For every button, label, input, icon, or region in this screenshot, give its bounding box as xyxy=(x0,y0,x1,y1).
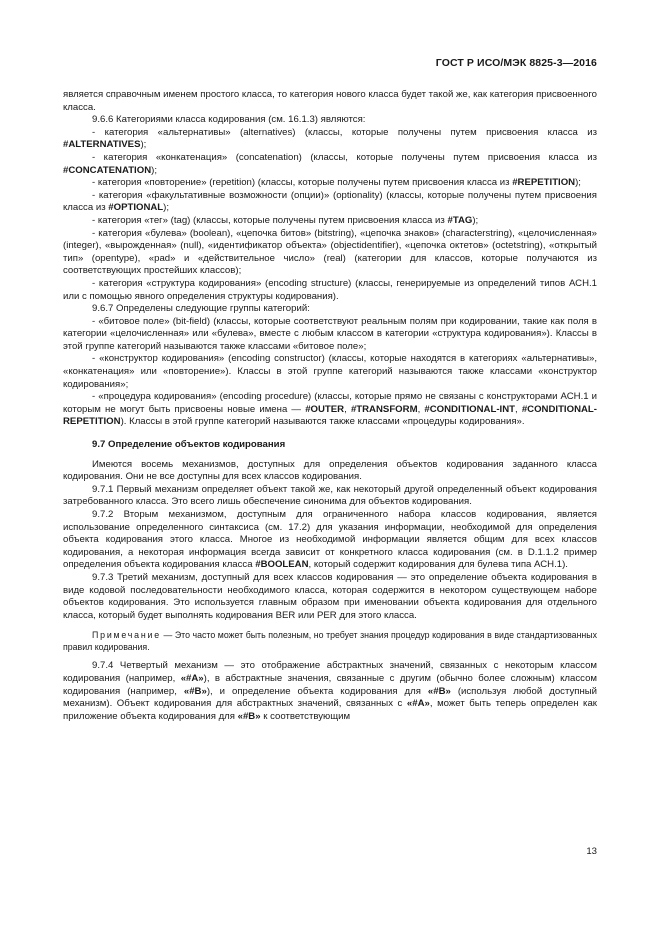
list-item: - «процедура кодирования» (encoding procedure) (классы, которые прямо не связаны с конструкторами АСН.1 и которым не могут быть присвоены новые имена — #OUTER, #TRANSFORM, #CONDITIONAL-INT, #CONDITIONAL-REPETITION). Классы в этой группе категорий называются также классами «процедуры кодирования». xyxy=(63,391,597,428)
clause-9-7-2: 9.7.2 Вторым механизмом, доступным для ограниченного набора классов кодирования, является использование определенного синтаксиса (см. 17.2) для указания информации, необходимой для определения объекта кодирования этого класса. Многое из необходимой информации является общим для всех классов кодирования, а некоторая информация всегда зависит от конкретного класса кодирования (см. в D.1.1.2 пример определения объекта кодирования класса #BOOLEAN, который содержит кодирования для булева типа АСН.1). xyxy=(63,509,597,571)
list-item: - «конструктор кодирования» (encoding constructor) (классы, которые находятся в категориях «альтернативы», «конкатенация» или «повторение»). Классы в этой группе категорий называются также классами «конструктор кодирования»; xyxy=(63,353,597,390)
standard-header: ГОСТ Р ИСО/МЭК 8825-3—2016 xyxy=(435,57,597,69)
clause-9-6-6: 9.6.6 Категориями класса кодирования (см. 16.1.3) являются: xyxy=(92,114,366,126)
clause-9-7-4: 9.7.4 Четвертый механизм — это отображение абстрактных значений, связанных с некоторым классом кодирования (например, «#A»), в абстрактные значения, связанные с другим (обычно более сложным) классом кодирования (например, «#B»), и определение объекта кодирования для «#B» (используя любой доступный механизм). Объект кодирования для абстрактных значений, связанных с «#A», может быть теперь определен как приложение объекта кодирования для «#B» к соответствующим xyxy=(63,660,598,722)
list-item: - категория «конкатенация» (concatenation) (классы, которые получены путем присвоения класса из #CONCATENATION); xyxy=(63,151,597,176)
note-label: Примечание xyxy=(92,630,161,641)
list-item: - категория «структура кодирования» (encoding structure) (классы, генерируемые из определений типов АСН.1 или с помощью явного определения структуры кодирования). xyxy=(63,277,597,302)
list-item: - категория «тег» (tag) (классы, которые получены путем присвоения класса из #TAG); xyxy=(92,214,479,226)
clause-9-6-7: 9.6.7 Определены следующие группы категорий: xyxy=(92,303,310,315)
list-item: - «битовое поле» (bit-field) (классы, которые соответствуют реальным полям при кодировании, такие как поля в категории «целочисленная» или «булева», вместе с любым классом в категории «структура кодирования»). Классы в этой группе категорий называются также классами «битовое поле»; xyxy=(63,315,597,352)
main-text xyxy=(63,89,597,723)
page-number: 13 xyxy=(586,846,597,857)
paragraph: является справочным именем простого класса, то категория нового класса будет такой же, как категория присвоенного класса. xyxy=(63,89,597,113)
paragraph: Имеются восемь механизмов, доступных для определения объектов кодирования заданного класса кодирования. Они не все доступны для всех классов кодирования. xyxy=(63,458,597,483)
note: Примечание — Это часто может быть полезным, но требует знания процедур кодирования в виде стандартизованных правил кодирования. xyxy=(63,630,597,653)
list-item: - категория «альтернативы» (alternatives) (классы, которые получены путем присвоения класса из #ALTERNATIVES); xyxy=(63,126,597,151)
list-item: - категория «булева» (boolean), «цепочка битов» (bitstring), «цепочка знаков» (characterstring), «целочисленная» (integer), «вырожденная» (null), «идентификатор объекта» (objectidentifier), «цепочка октетов» (octetstring), «открытый тип» (opentype), «pad» и «действительное число» (real) (категории для классов, которые получаются из соответствующих простейших классов); xyxy=(63,227,597,277)
list-item: - категория «факультативные возможности (опции)» (optionality) (классы, которые получены путем присвоения класса из #OPTIONAL); xyxy=(63,189,597,214)
section-heading-9-7: 9.7 Определение объектов кодирования xyxy=(92,439,286,451)
list-item: - категория «повторение» (repetition) (классы, которые получены путем присвоения класса из #REPETITION); xyxy=(92,177,581,189)
clause-9-7-3: 9.7.3 Третий механизм, доступный для всех классов кодирования — это определение объекта кодирования в виде кодовой последовательности необходимого класса, которая содержится в некотором существующем наборе объектов кодирования. Это используется главным образом при именовании объекта кодирования для отдельного класса, который будет выполнять кодирования BER или PER для этого класса. xyxy=(63,571,597,621)
clause-9-7-1: 9.7.1 Первый механизм определяет объект такой же, как некоторый другой определенный объект кодирования затребованного класса. Это всего лишь обеспечение синонима для объектов кодирования. xyxy=(63,483,597,508)
